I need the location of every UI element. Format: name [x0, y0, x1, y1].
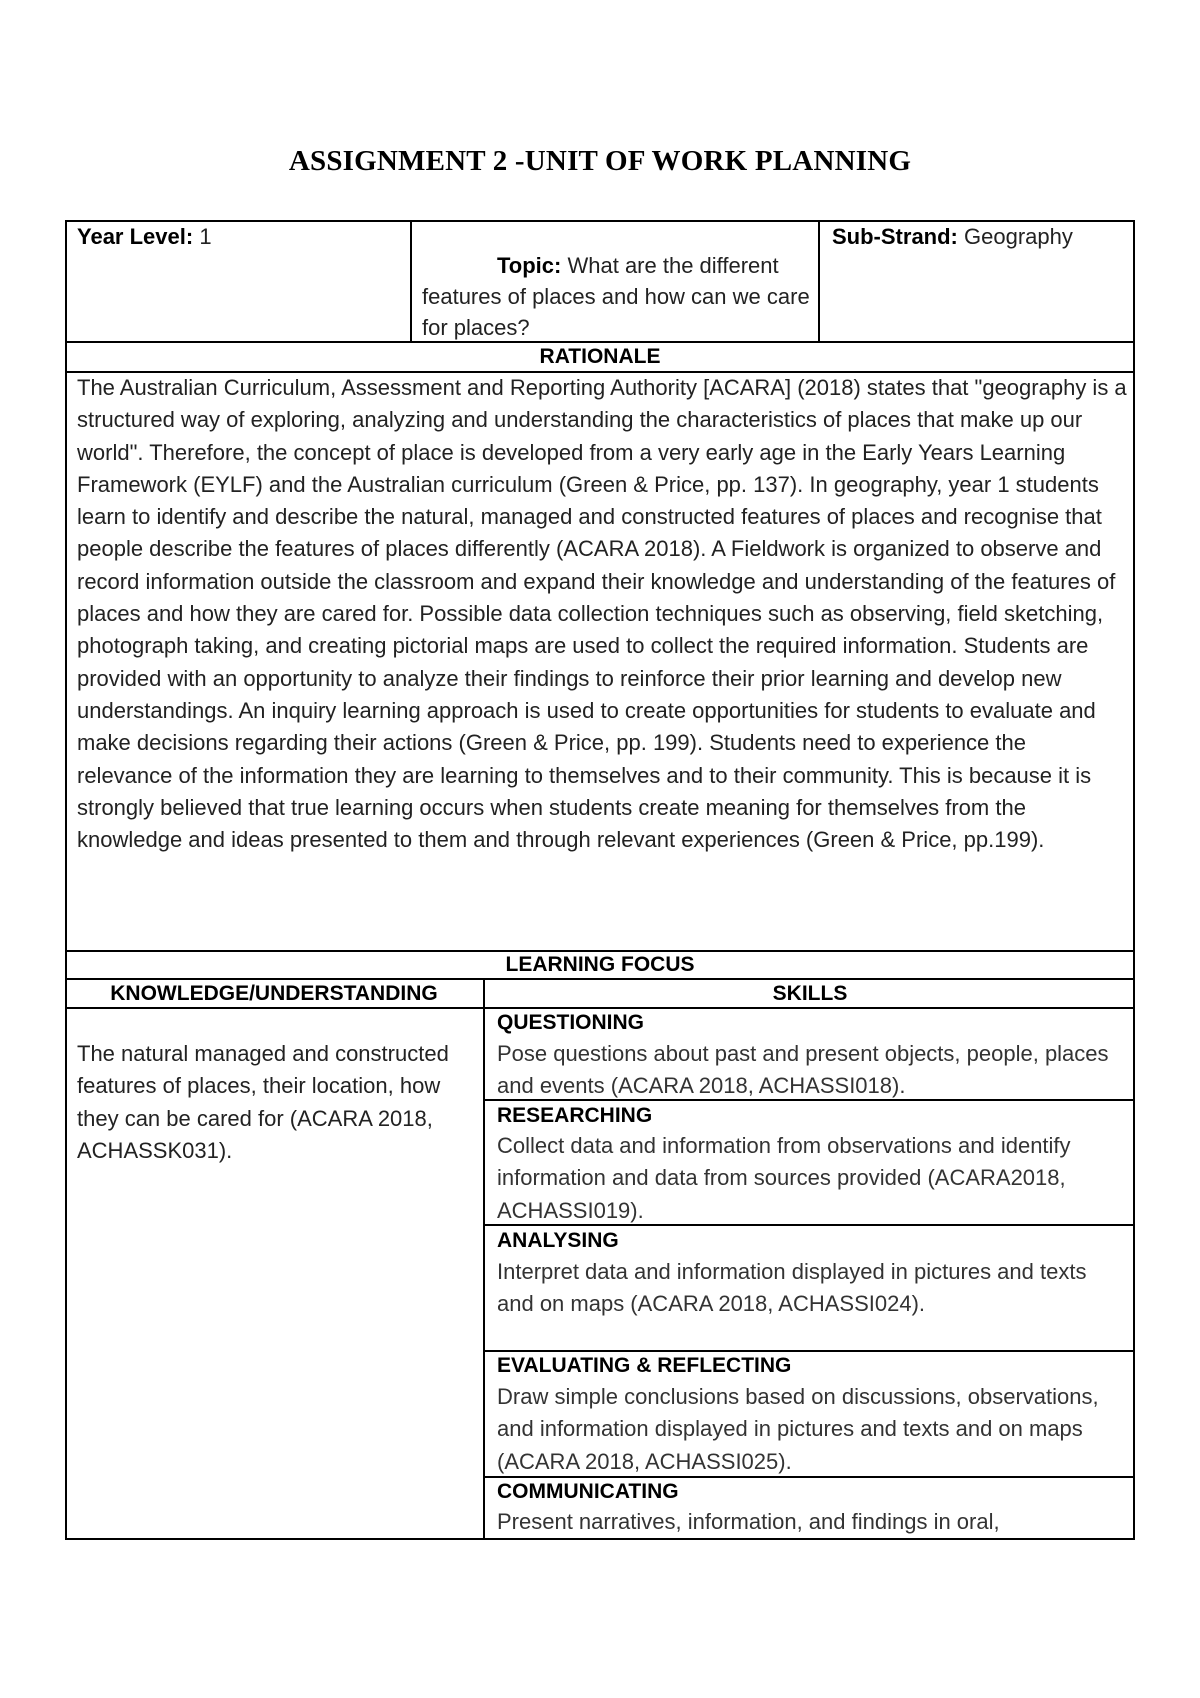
skill-divider-2 [483, 1224, 1135, 1226]
sub-strand-value: Geography [964, 224, 1073, 249]
header-divider-2 [818, 220, 820, 343]
skill-divider-1 [483, 1099, 1135, 1101]
knowledge-text: The natural managed and constructed features of places, their location, how they can be cared for (ACARA 2018, ACHASSK031). [77, 1041, 449, 1163]
topic-label: Topic: [497, 253, 562, 278]
skill-evaluating-text: Draw simple conclusions based on discussions, observations, and information displayed in pictures and texts and on maps (ACARA 2018, ACHASSI025). [497, 1384, 1099, 1474]
year-level-value: 1 [199, 224, 212, 249]
header-divider-1 [410, 220, 412, 343]
skill-questioning-text: Pose questions about past and present objects, people, places and events (ACARA 2018, ACHASSI018). [497, 1041, 1109, 1099]
rationale-text: The Australian Curriculum, Assessment and Reporting Authority [ACARA] (2018) states that "geography is a structured way of exploring, analyzing and understanding the characteristics of places that make up our world". Therefore, the concept of place is developed from a very early age in the Early Years Learning Framework (EYLF) and the Australian curriculum (Green & Price, pp. 137). In geography, year 1 students learn to identify and describe the natural, managed and constructed features of places and recognise that people describe the features of places differently (ACARA 2018). A Fieldwork is organized to observe and record information outside the classroom and expand their knowledge and understanding of the features of places and how they are cared for. Possible data collection techniques such as observing, field sketching, photograph taking, and creating pictorial maps are used to collect the required information. Students are provided with an opportunity to analyze their findings to reinforce their prior learning and develop new understandings. An inquiry learning approach is used to create opportunities for students to evaluate and make decisions regarding their actions (Green & Price, pp. 199). Students need to experience the relevance of the information they are learning to themselves and to their community. This is because it is strongly believed that true learning occurs when students create meaning for themselves from the knowledge and ideas presented to them and through relevant experiences (Green & Price, pp.199). [77, 375, 1127, 853]
document-title: ASSIGNMENT 2 -UNIT OF WORK PLANNING [288, 145, 912, 177]
year-level-cell [77, 221, 397, 253]
sub-strand-label: Sub-Strand: [832, 224, 958, 249]
skill-evaluating-title: EVALUATING & REFLECTING [497, 1354, 792, 1377]
skill-communicating-text: Present narratives, information, and findings in oral, [497, 1509, 1000, 1534]
skill-questioning-title: QUESTIONING [497, 1011, 645, 1034]
skill-researching-text: Collect data and information from observations and identify information and data from sources provided (ACARA2018, ACHASSI019). [497, 1133, 1071, 1223]
sub-strand-cell [832, 221, 1132, 253]
topic-value: What are the different features of places and how can we care for places? [422, 253, 810, 340]
knowledge-heading: KNOWLEDGE/UNDERSTANDING [110, 982, 438, 1005]
learning-focus-heading: LEARNING FOCUS [505, 953, 695, 976]
topic-cell [422, 250, 812, 343]
skill-researching-title: RESEARCHING [497, 1104, 653, 1127]
learning-focus-column-divider [483, 978, 485, 1540]
rationale-heading: RATIONALE [539, 345, 661, 368]
year-level-label: Year Level: [77, 224, 194, 249]
skill-analysing-title: ANALYSING [497, 1229, 619, 1252]
skill-analysing-text: Interpret data and information displayed in pictures and texts and on maps (ACARA 2018, ACHASSI024). [497, 1259, 1087, 1317]
skills-heading: SKILLS [772, 982, 848, 1005]
learning-focus-heading-bottom [65, 978, 1135, 980]
skill-communicating-title: COMMUNICATING [497, 1480, 679, 1503]
